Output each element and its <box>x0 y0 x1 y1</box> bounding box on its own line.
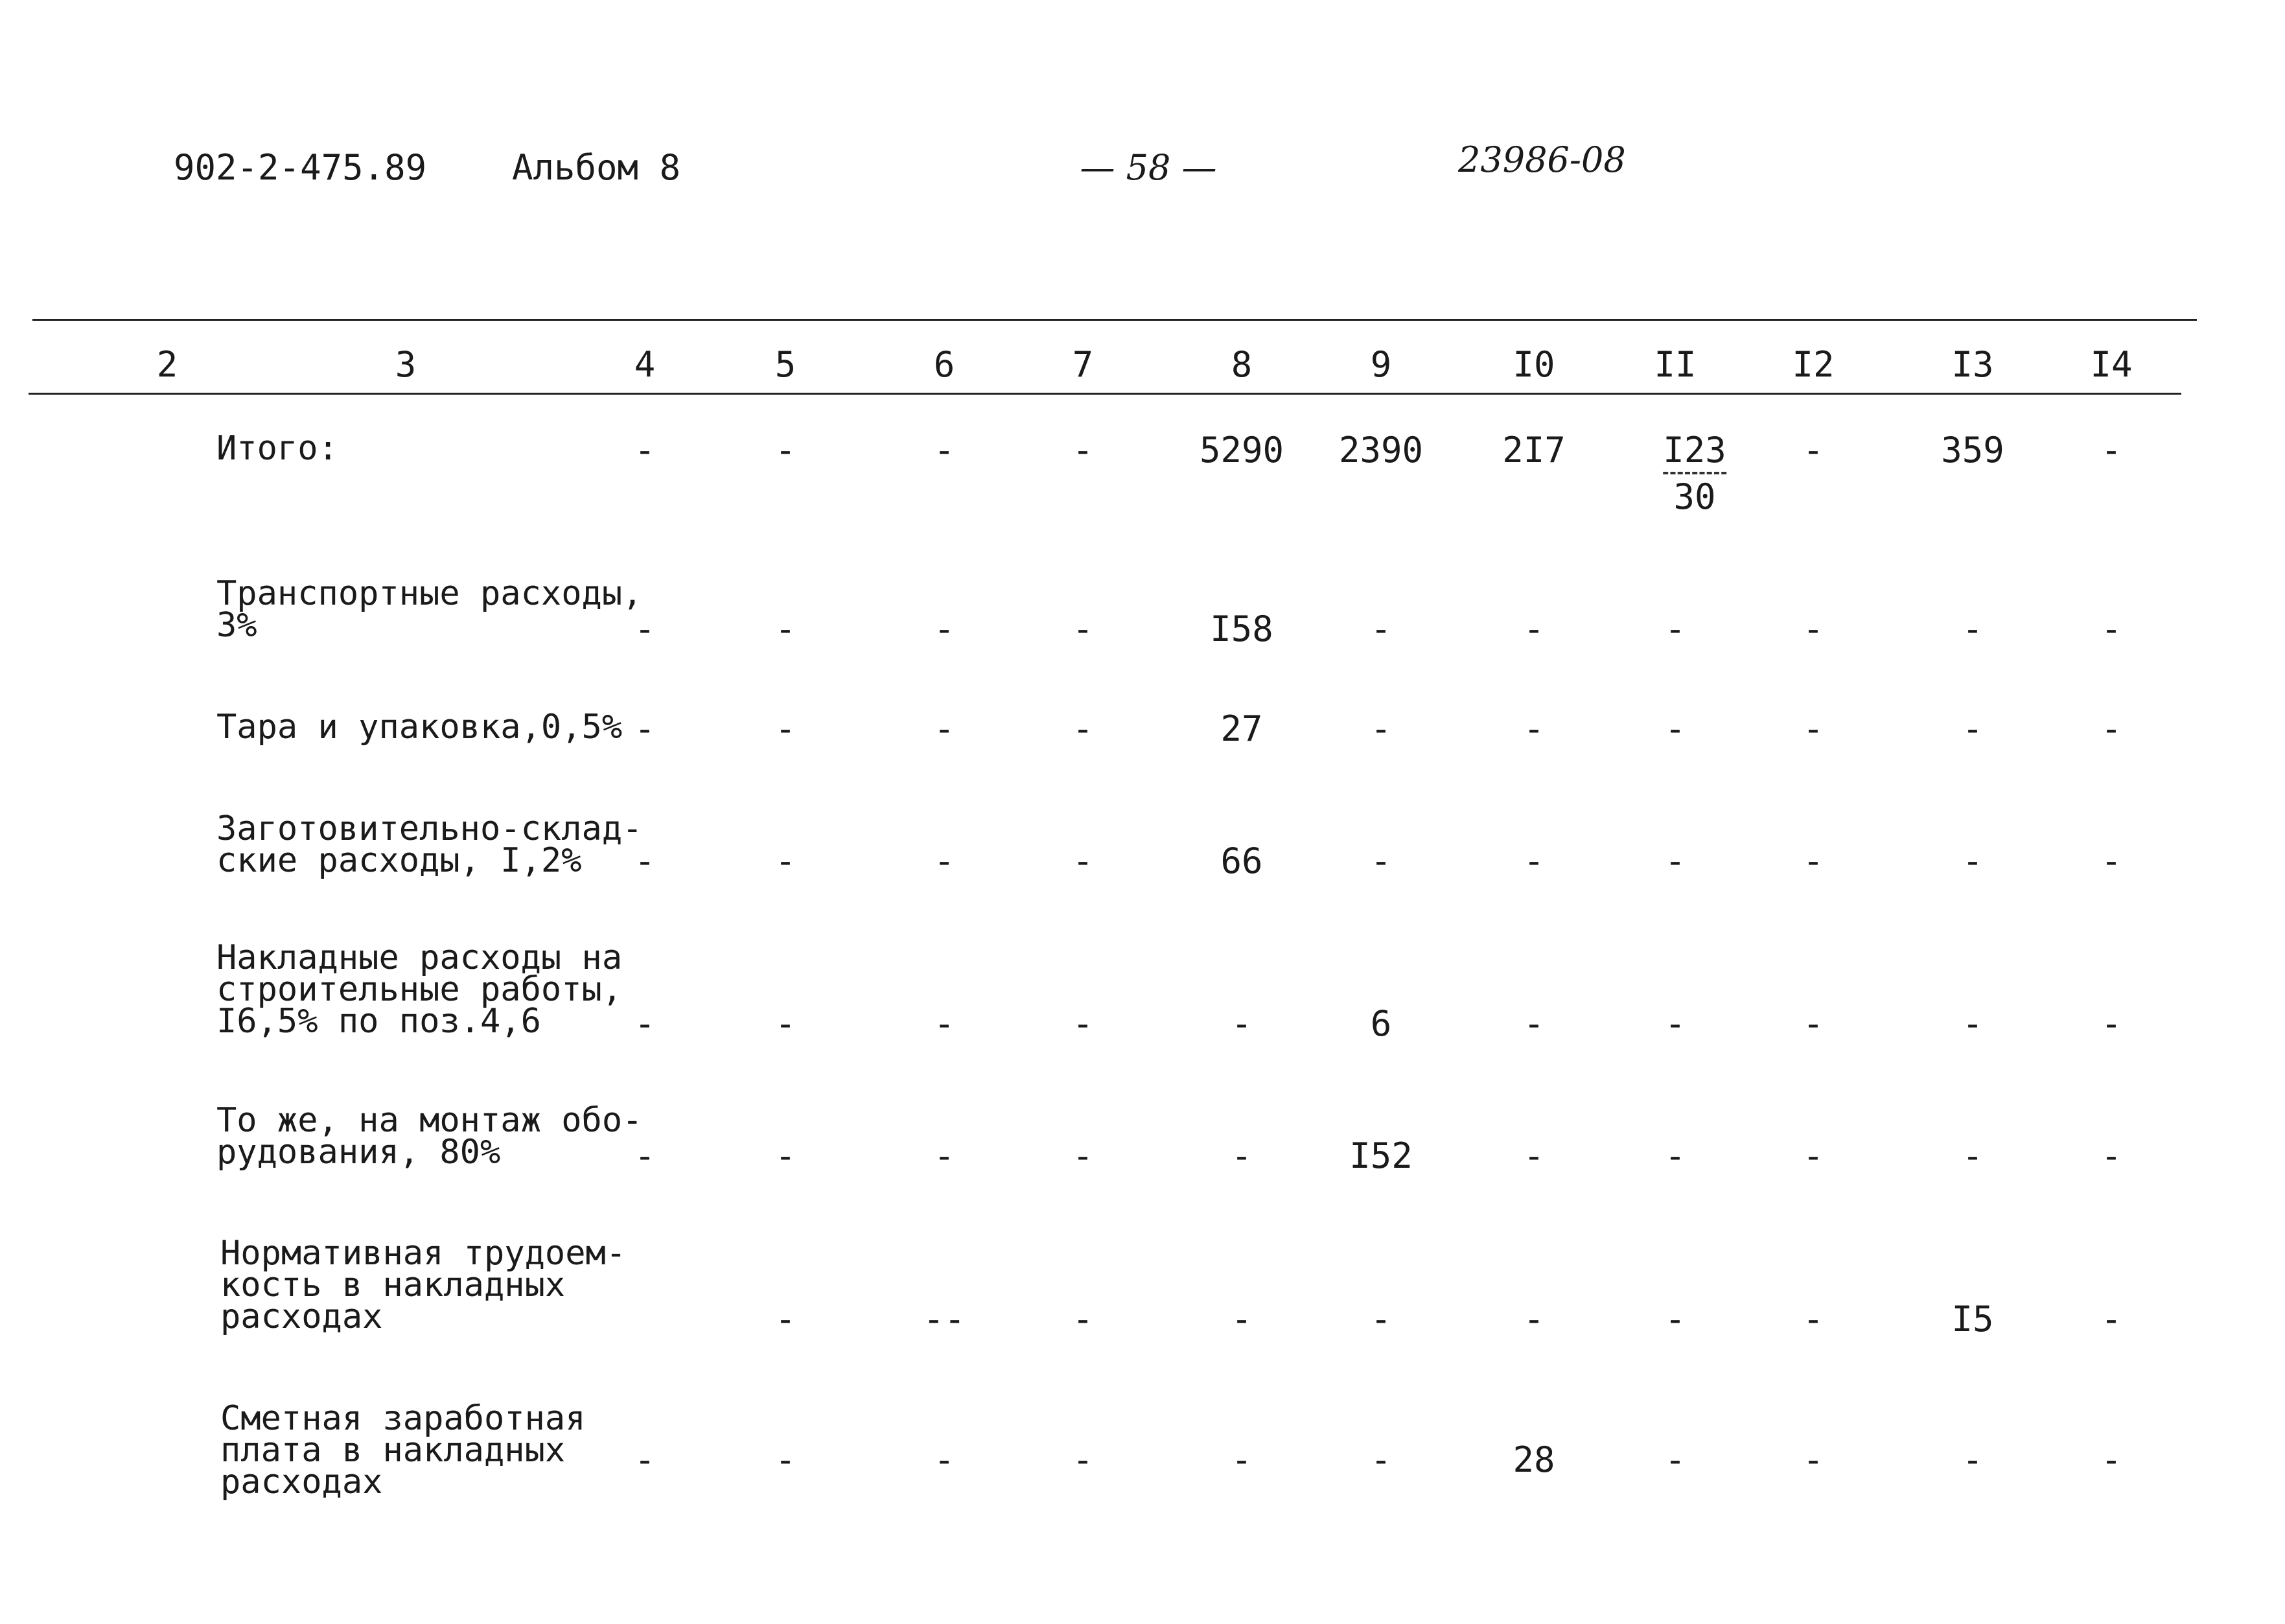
table-cell: - <box>933 430 955 470</box>
column-number: II <box>1654 344 1697 385</box>
table-cell: - <box>1072 841 1094 881</box>
table-cell: I5 <box>1951 1299 1994 1340</box>
table-cell: - <box>2100 430 2122 470</box>
column-number: 4 <box>634 344 656 385</box>
table-cell: - <box>1370 708 1392 749</box>
table-cell: - <box>634 430 656 470</box>
column-number: 7 <box>1072 344 1094 385</box>
column-number: I4 <box>2090 344 2133 385</box>
fraction-denominator: 30 <box>1673 476 1716 517</box>
album-label: Альбом 8 <box>512 147 681 188</box>
table-cell: - <box>774 1003 796 1044</box>
table-cell: I52 <box>1349 1135 1413 1176</box>
column-number: 3 <box>395 344 417 385</box>
table-cell: - <box>774 1299 796 1340</box>
table-cell: 359 <box>1941 430 2004 470</box>
row-label: То же, на монтаж обо- рудования, 80% <box>216 1101 643 1172</box>
table-cell: - <box>634 609 656 649</box>
column-number: I0 <box>1513 344 1555 385</box>
table-cell: - <box>1072 1135 1094 1176</box>
table-cell: - <box>774 841 796 881</box>
fraction-numerator: I23 <box>1663 433 1726 474</box>
table-cell: - <box>1664 1439 1686 1480</box>
table-cell: - <box>1370 1299 1392 1340</box>
inventory-number: 23986-08 <box>1458 139 1626 180</box>
page-number: — 58 — <box>1080 147 1217 188</box>
column-number: I2 <box>1792 344 1835 385</box>
table-cell: - <box>1664 1135 1686 1176</box>
table-cell: - <box>774 708 796 749</box>
table-cell: I58 <box>1210 609 1273 649</box>
table-cell: - <box>933 841 955 881</box>
table-cell: - <box>634 1439 656 1480</box>
column-number: 5 <box>774 344 796 385</box>
table-cell: - <box>1072 1003 1094 1044</box>
table-cell: 2390 <box>1338 430 1424 470</box>
table-cell: - <box>634 841 656 881</box>
table-cell: - <box>1962 1439 1984 1480</box>
table-cell: - <box>933 1439 955 1480</box>
table-cell: - <box>774 1439 796 1480</box>
table-cell: - <box>774 430 796 470</box>
table-cell: - <box>1231 1003 1253 1044</box>
table-cell: - <box>2100 1003 2122 1044</box>
table-cell: - <box>1231 1299 1253 1340</box>
table-cell: - <box>1802 1439 1824 1480</box>
table-cell: - <box>1802 609 1824 649</box>
table-cell: - <box>1962 841 1984 881</box>
table-cell: - <box>634 708 656 749</box>
table-cell: - <box>1523 708 1545 749</box>
table-cell: - <box>1231 1135 1253 1176</box>
table-cell: - <box>1523 609 1545 649</box>
table-header-rule <box>29 393 2181 395</box>
table-cell: - <box>1231 1439 1253 1480</box>
table-cell: - <box>2100 1135 2122 1176</box>
table-cell: - <box>1523 1003 1545 1044</box>
row-label: Заготовительно-склад- ские расходы, I,2% <box>216 809 643 880</box>
row-label: Сметная заработная плата в накладных расходах <box>220 1399 586 1502</box>
table-cell: - <box>1802 1003 1824 1044</box>
table-cell: 66 <box>1220 841 1263 881</box>
table-cell: - <box>1523 1299 1545 1340</box>
fraction-cell <box>1663 430 1726 517</box>
row-label: Накладные расходы на строительные работы, I6,5% по поз.4,6 <box>216 938 623 1041</box>
table-cell: - <box>1664 708 1686 749</box>
table-cell: - <box>774 609 796 649</box>
table-cell: 6 <box>1370 1003 1392 1044</box>
column-number: 6 <box>933 344 955 385</box>
table-cell: - <box>2100 1439 2122 1480</box>
table-cell: - <box>1072 609 1094 649</box>
table-cell: - <box>1962 609 1984 649</box>
table-top-rule <box>32 319 2197 321</box>
table-cell: - <box>634 1135 656 1176</box>
row-label: Итого: <box>216 429 338 468</box>
table-cell: - <box>1664 1003 1686 1044</box>
table-cell: - <box>2100 708 2122 749</box>
table-cell: - <box>1664 1299 1686 1340</box>
table-cell: - <box>1370 1439 1392 1480</box>
row-label: Нормативная трудоем- кость в накладных расходах <box>220 1234 627 1336</box>
table-cell: - <box>1802 841 1824 881</box>
column-number: 9 <box>1370 344 1392 385</box>
table-cell: - <box>1962 1003 1984 1044</box>
table-cell: - <box>2100 841 2122 881</box>
table-cell: - <box>1523 1135 1545 1176</box>
table-cell: - <box>1370 841 1392 881</box>
table-cell: - <box>1962 708 1984 749</box>
table-cell: - <box>2100 1299 2122 1340</box>
table-cell: -- <box>923 1299 966 1340</box>
table-cell: 2I7 <box>1502 430 1566 470</box>
table-cell: - <box>1072 1299 1094 1340</box>
table-cell: - <box>1802 708 1824 749</box>
table-cell: - <box>1664 609 1686 649</box>
table-cell: 5290 <box>1199 430 1284 470</box>
table-cell: - <box>1072 708 1094 749</box>
table-cell: - <box>1523 841 1545 881</box>
table-cell: - <box>933 609 955 649</box>
table-cell: 28 <box>1513 1439 1555 1480</box>
table-cell: - <box>1072 1439 1094 1480</box>
document-code: 902-2-475.89 <box>174 147 427 188</box>
table-cell: - <box>1962 1135 1984 1176</box>
row-label: Транспортные расходы, 3% <box>216 574 643 645</box>
column-number: 2 <box>156 344 178 385</box>
column-number: 8 <box>1231 344 1253 385</box>
column-number: I3 <box>1951 344 1994 385</box>
table-cell: - <box>933 1135 955 1176</box>
table-cell: 27 <box>1220 708 1263 749</box>
table-cell: - <box>1072 430 1094 470</box>
table-cell: - <box>2100 609 2122 649</box>
table-cell: - <box>933 708 955 749</box>
table-cell: - <box>634 1003 656 1044</box>
table-cell: - <box>1664 841 1686 881</box>
table-cell: - <box>1802 1299 1824 1340</box>
row-label: Тара и упаковка,0,5% <box>216 708 623 747</box>
table-cell: - <box>774 1135 796 1176</box>
table-cell: - <box>1802 430 1824 470</box>
table-cell: - <box>1370 609 1392 649</box>
table-cell: - <box>933 1003 955 1044</box>
table-cell: - <box>1802 1135 1824 1176</box>
